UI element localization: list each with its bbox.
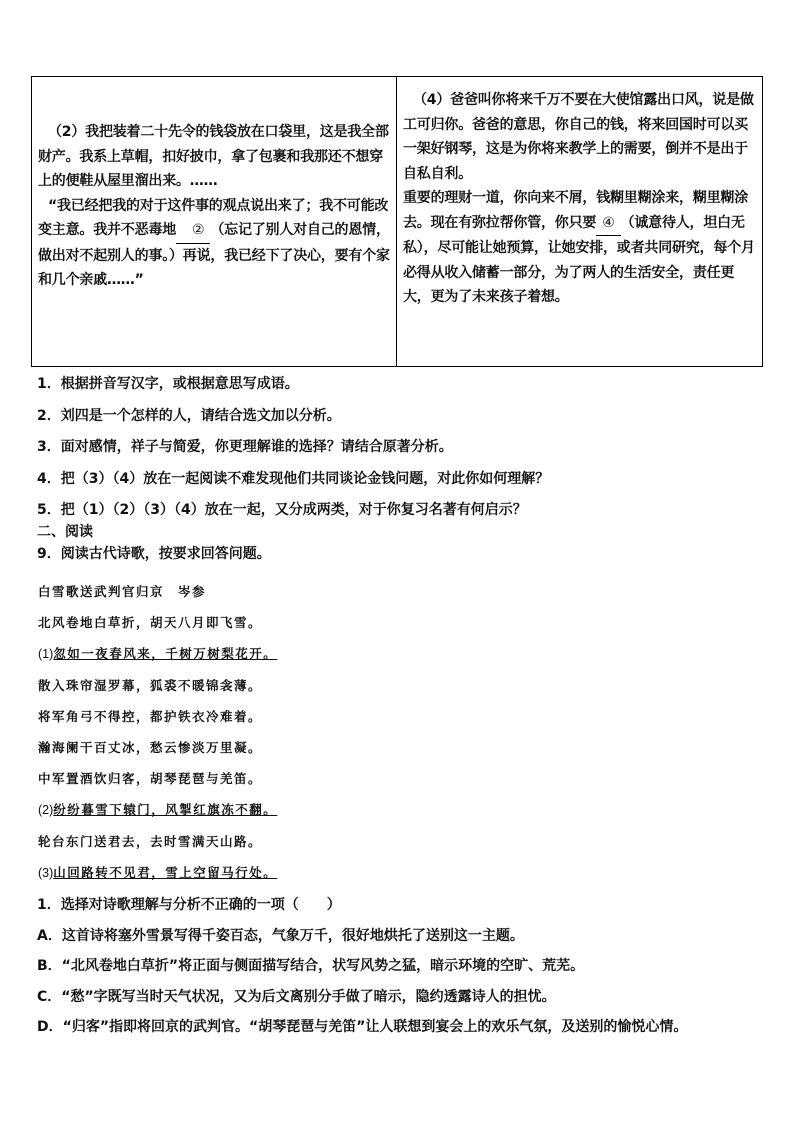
poem-line <box>38 645 438 676</box>
line-text: 山回路转不见君，雪上空留马行处。 <box>53 864 278 880</box>
poem <box>38 583 438 895</box>
line-text: 将军角弓不得控，都护铁衣冷难着。 <box>38 708 263 724</box>
question-1: 1．根据拼音写汉字，或根据意思写成语。 <box>37 376 299 392</box>
choice-question-stem: 1．选择对诗歌理解与分析不正确的一项（ ） <box>37 897 341 913</box>
line-text: 散入珠帘湿罗幕，狐裘不暖锦衾薄。 <box>38 677 263 693</box>
poem-title: 白雪歌送武判官归京 岑参 <box>38 584 207 599</box>
section-heading: 二、阅读 <box>37 524 93 540</box>
question-9: 9．阅读古代诗歌，按要求回答问题。 <box>37 546 271 562</box>
excerpt-2-para2 <box>38 194 390 293</box>
line-text: 轮台东门送君去，去时雪满天山路。 <box>38 833 263 849</box>
poem-line <box>38 739 438 770</box>
line-text: 纷纷暮雪下辕门，风掣红旗冻不翻。 <box>53 802 278 818</box>
line-number: (3) <box>38 865 54 880</box>
poem-line <box>38 677 438 708</box>
question-3: 3．面对感情，祥子与简爱，你更理解谁的选择？请结合原著分析。 <box>37 439 453 455</box>
question-2: 2．刘四是一个怎样的人，请结合选文加以分析。 <box>37 407 341 424</box>
line-number: (1) <box>38 647 54 662</box>
excerpt-cell-2 <box>32 77 397 366</box>
fill-blank-2: ② <box>176 218 210 244</box>
excerpt-4-para2 <box>403 186 756 310</box>
line-text: 中军置酒饮归客，胡琴琵琶与羌笛。 <box>38 771 263 787</box>
fill-blank-4: ④ <box>596 211 620 237</box>
question-list <box>37 374 777 566</box>
text-segment: （诚意待人，坦白无私），尽可能让她预算，让她安排，或者共同研究，每个月必得从收入储蓄一部分，为了两人的生活安全，责任更大，更为了未来孩子着想。 <box>403 214 755 305</box>
choice-d: D．“归客”指即将回京的武判官。“胡琴琵琶与羌笛”让人联想到宴会上的欢乐气氛，及送别的愉悦心情。 <box>37 1019 688 1035</box>
excerpt-table <box>31 76 763 367</box>
poem-line <box>38 833 438 864</box>
line-text: 瀚海阑干百丈冰，愁云惨淡万里凝。 <box>38 739 263 755</box>
excerpt-2-para1: （2）我把装着二十先令的钱袋放在口袋里，这是我全部财产。我系上草帽，扣好披巾，拿了包裹和我那还不想穿上的便鞋从屋里溜出来。…… <box>38 124 389 189</box>
text-segment: 重要的理财一道，你向来不屑，钱糊里糊涂来，糊里糊涂去。现在有弥拉帮你管，你只要 <box>403 190 748 231</box>
choice-question <box>37 895 777 1048</box>
choice-c: C．“愁”字既写当时天气状况，又为后文离别分手做了暗示，隐约透露诗人的担忧。 <box>37 988 556 1005</box>
choice-b: B．“北风卷地白草折”将正面与侧面描写结合，状写风势之猛，暗示环境的空旷、荒芜。 <box>37 958 585 974</box>
line-text: 忽如一夜春风来，千树万树梨花开。 <box>53 646 278 662</box>
text-segment: “我已经把我的对于这件事的观点说出来了；我不可能改变主意。我并不恶毒地 <box>38 197 389 238</box>
question-5: 5．把（1）（2）（3）（4）放在一起，又分成两类，对于你复习名著有何启示？ <box>37 502 527 518</box>
poem-line <box>38 614 438 645</box>
text-segment: （忘记了别人对自己的恩情，做出对不起别人的事。）再说，我已经下了决心，要有个家和几个亲戚……” <box>38 222 390 288</box>
excerpt-4-para1: （4）爸爸叫你将来千万不要在大使馆露出口风，说是做工可归你。爸爸的意思，你自己的钱，将来回国时可以买一架好钢琴，这是为你将来教学上的需要，倒并不是出于自私自利。 <box>403 92 754 182</box>
poem-line <box>38 708 438 739</box>
poem-line <box>38 864 438 895</box>
choice-a: A．这首诗将塞外雪景写得千姿百态，气象万千，很好地烘托了送别这一主题。 <box>37 927 524 944</box>
line-number: (2) <box>38 803 54 818</box>
question-4: 4．把（3）（4）放在一起阅读不难发现他们共同谈论金钱问题，对此你如何理解？ <box>37 470 550 487</box>
line-text: 北风卷地白草折，胡天八月即飞雪。 <box>38 615 263 631</box>
poem-line <box>38 770 438 801</box>
poem-line <box>38 801 438 832</box>
excerpt-cell-4 <box>397 77 762 366</box>
